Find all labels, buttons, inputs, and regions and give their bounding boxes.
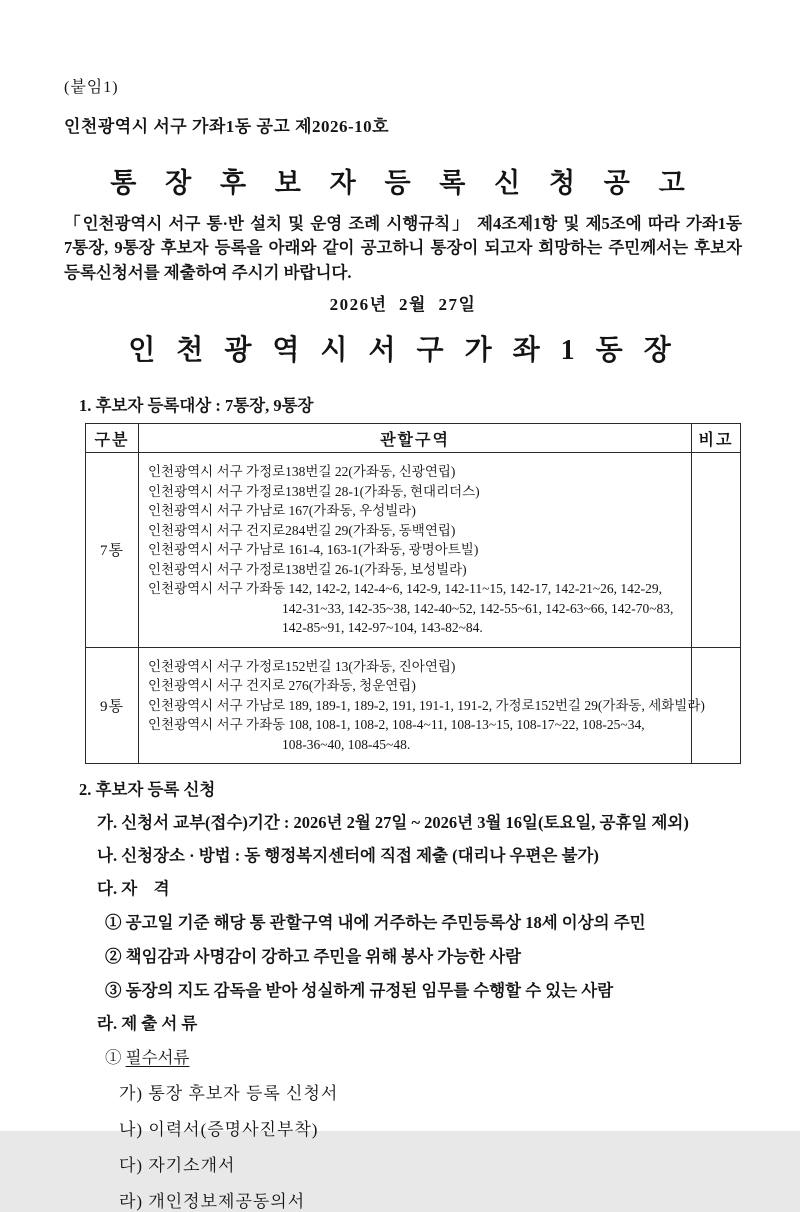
address-line: 인천광역시 서구 가좌동 142, 142-2, 142-4~6, 142-9, 142-11~15, 142-17, 142-21~26, 142-29, [148,581,663,597]
tong9-category: 9통 [86,647,139,764]
address-line: 142-31~33, 142-35~38, 142-40~52, 142-55~61, 142-63~66, 142-70~83, [282,600,674,616]
document-item-3: 다) 자기소개서 [119,1156,236,1176]
document-title: 통 장 후 보 자 등 록 신 청 공 고 [110,168,696,198]
application-period: 가. 신청서 교부(접수)기간 : 2026년 2월 27일 ~ 2026년 3월 16일(토요일, 공휴일 제외) [97,813,689,833]
address-line: 인천광역시 서구 가정로138번길 26-1(가좌동, 보성빌라) [148,561,467,577]
tong7-jurisdiction [139,453,692,648]
required-docs-title: 필수서류 [125,1048,190,1068]
required-docs-marker: ① [105,1048,126,1068]
notice-number: 인천광역시 서구 가좌1동 공고 제2026-10호 [64,117,390,136]
address-line: 인천광역시 서구 가정로138번길 28-1(가좌동, 현대리더스) [148,483,480,499]
table-row-tong9 [86,647,741,764]
table-row-tong7 [86,453,741,648]
address-line: 인천광역시 서구 가남로 189, 189-1, 189-2, 191, 191-1, 191-2, 가정로152번길 29(가좌동, 세화빌라) [148,697,705,713]
col-header-jurisdiction: 관할구역 [139,424,692,453]
col-header-note: 비고 [692,424,741,453]
address-line: 인천광역시 서구 가정로138번길 22(가좌동, 신광연립) [148,464,456,480]
address-line: 인천광역시 서구 가남로 167(가좌동, 우성빌라) [148,503,416,519]
section1-heading: 1. 후보자 등록대상 : 7통장, 9통장 [79,396,314,416]
issuer-title: 인 천 광 역 시 서 구 가 좌 1 동 장 [128,335,678,367]
address-line: 인천광역시 서구 건지로284번길 29(가좌동, 동백연립) [148,522,456,538]
qualification-item-1: ① 공고일 기준 해당 통 관할구역 내에 거주하는 주민등록상 18세 이상의 주민 [105,913,646,933]
jurisdiction-table [85,423,741,764]
address-line: 108-36~40, 108-45~48. [282,736,411,752]
tong7-category: 7통 [86,453,139,648]
address-line: 142-85~91, 142-97~104, 143-82~84. [282,620,483,636]
qualification-item-3: ③ 동장의 지도 감독을 받아 성실하게 규정된 임무를 수행할 수 있는 사람 [105,981,614,1001]
document-item-1: 가) 통장 후보자 등록 신청서 [119,1084,339,1104]
table-header-row [86,424,741,453]
application-place: 나. 신청장소 · 방법 : 동 행정복지센터에 직접 제출 (대리나 우편은 불가) [97,846,599,866]
address-line: 인천광역시 서구 가좌동 108, 108-1, 108-2, 108-4~11, 108-13~15, 108-17~22, 108-25~34, [148,717,645,733]
address-line: 인천광역시 서구 가정로152번길 13(가좌동, 진아연립) [148,658,456,674]
qualification-item-2: ② 책임감과 사명감이 강하고 주민을 위해 봉사 가능한 사람 [105,947,522,967]
notice-date: 2026년 2월 27일 [329,295,477,315]
section2-heading: 2. 후보자 등록 신청 [79,780,216,800]
address-line: 인천광역시 서구 가남로 161-4, 163-1(가좌동, 광명아트빌) [148,542,479,558]
document-item-4: 라) 개인정보제공동의서 [119,1192,306,1212]
required-docs-label [105,1044,742,1068]
tong7-note [692,453,741,648]
address-line: 인천광역시 서구 건지로 276(가좌동, 청운연립) [148,678,416,694]
notice-body: 「인천광역시 서구 통·반 설치 및 운영 조례 시행규칙」 제4조제1항 및 제5조에 따라 가좌1동 7통장, 9통장 후보자 등록을 아래와 같이 공고하니 통장이 되고자 희망하는 주민께서는 후보자 등록신청서를 제출하여 주시기 바랍니다. [64,214,742,282]
tong9-jurisdiction [139,647,705,764]
document-item-2: 나) 이력서(증명사진부착) [119,1120,319,1140]
documents-label: 라. 제 출 서 류 [97,1014,198,1034]
col-header-category: 구분 [86,424,139,453]
qualification-label: 다. 자 격 [97,879,170,899]
attachment-label: (붙임1) [64,79,119,96]
